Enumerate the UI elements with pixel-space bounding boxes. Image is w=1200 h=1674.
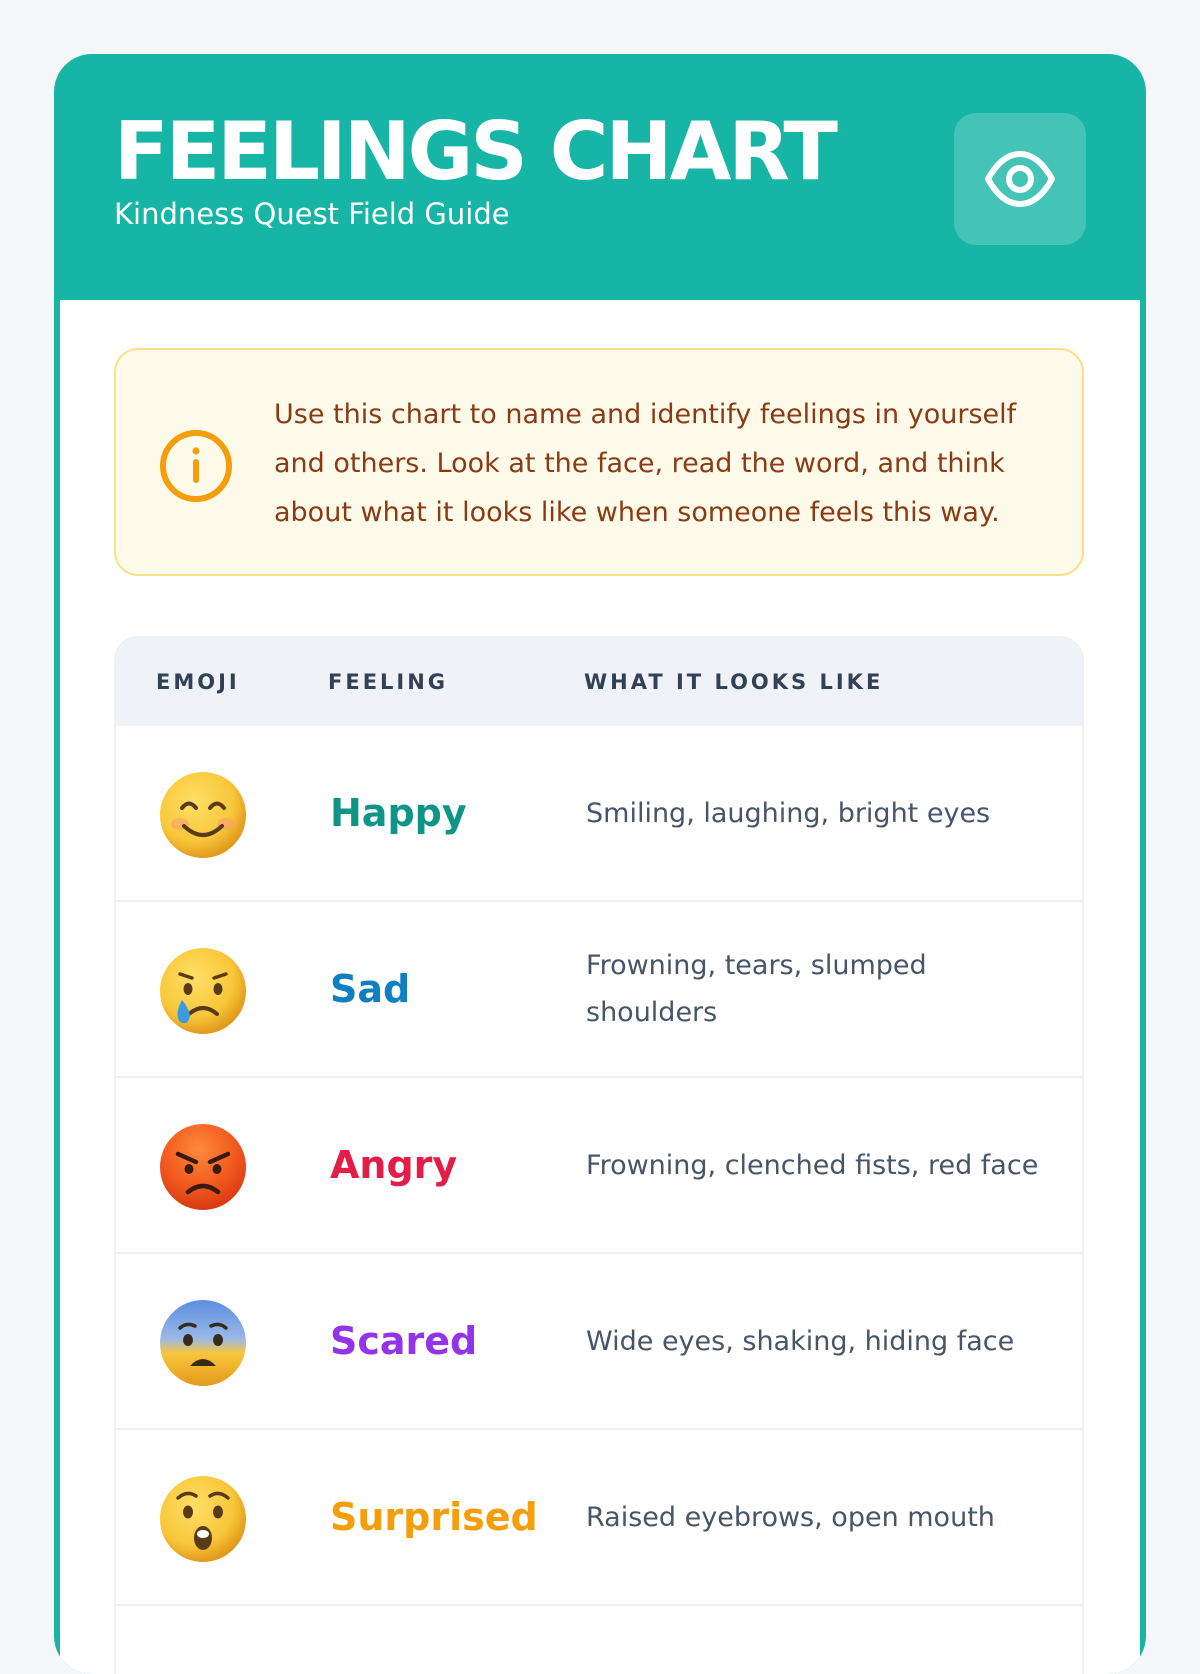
column-header-looks-like: WHAT IT LOOKS LIKE [584,670,884,694]
feeling-label: Angry [330,1143,458,1187]
info-icon [158,428,234,504]
column-header-emoji: EMOJI [156,670,240,694]
column-header-feeling: FEELING [328,670,449,694]
table-row [116,1254,1082,1430]
page-title: FEELINGS CHART [114,105,835,198]
info-text: Use this chart to name and identify feelings in yourself and others. Look at the face, read the word, and think about what it looks like when someone feels this way. [274,399,1017,528]
surprised-face-icon [158,1474,248,1564]
table-row [116,726,1082,902]
feeling-label: Sad [330,967,411,1011]
feeling-description: Frowning, tears, slumped shoulders [586,950,927,1028]
table-header [116,638,1082,726]
crying-face-icon [158,946,248,1036]
card-body [60,300,1140,1674]
table-row [116,1078,1082,1254]
smiling-face-icon [158,770,248,860]
feeling-description: Frowning, clenched fists, red face [586,1149,1039,1181]
angry-face-icon [158,1122,248,1212]
feeling-description: Wide eyes, shaking, hiding face [586,1325,1015,1357]
fearful-face-icon [158,1298,248,1388]
feeling-description: Smiling, laughing, bright eyes [586,797,991,829]
feeling-label: Happy [330,791,467,835]
info-callout [114,348,1084,576]
feeling-label: Scared [330,1319,478,1363]
table-row [116,1430,1082,1606]
feelings-table [114,636,1084,1674]
feeling-description: Raised eyebrows, open mouth [586,1501,995,1533]
view-button[interactable] [954,113,1086,245]
feeling-label: Surprised [330,1495,538,1539]
table-row [116,902,1082,1078]
eye-icon [982,141,1058,217]
page-subtitle: Kindness Quest Field Guide [114,197,510,231]
feelings-chart-card [54,54,1146,1674]
